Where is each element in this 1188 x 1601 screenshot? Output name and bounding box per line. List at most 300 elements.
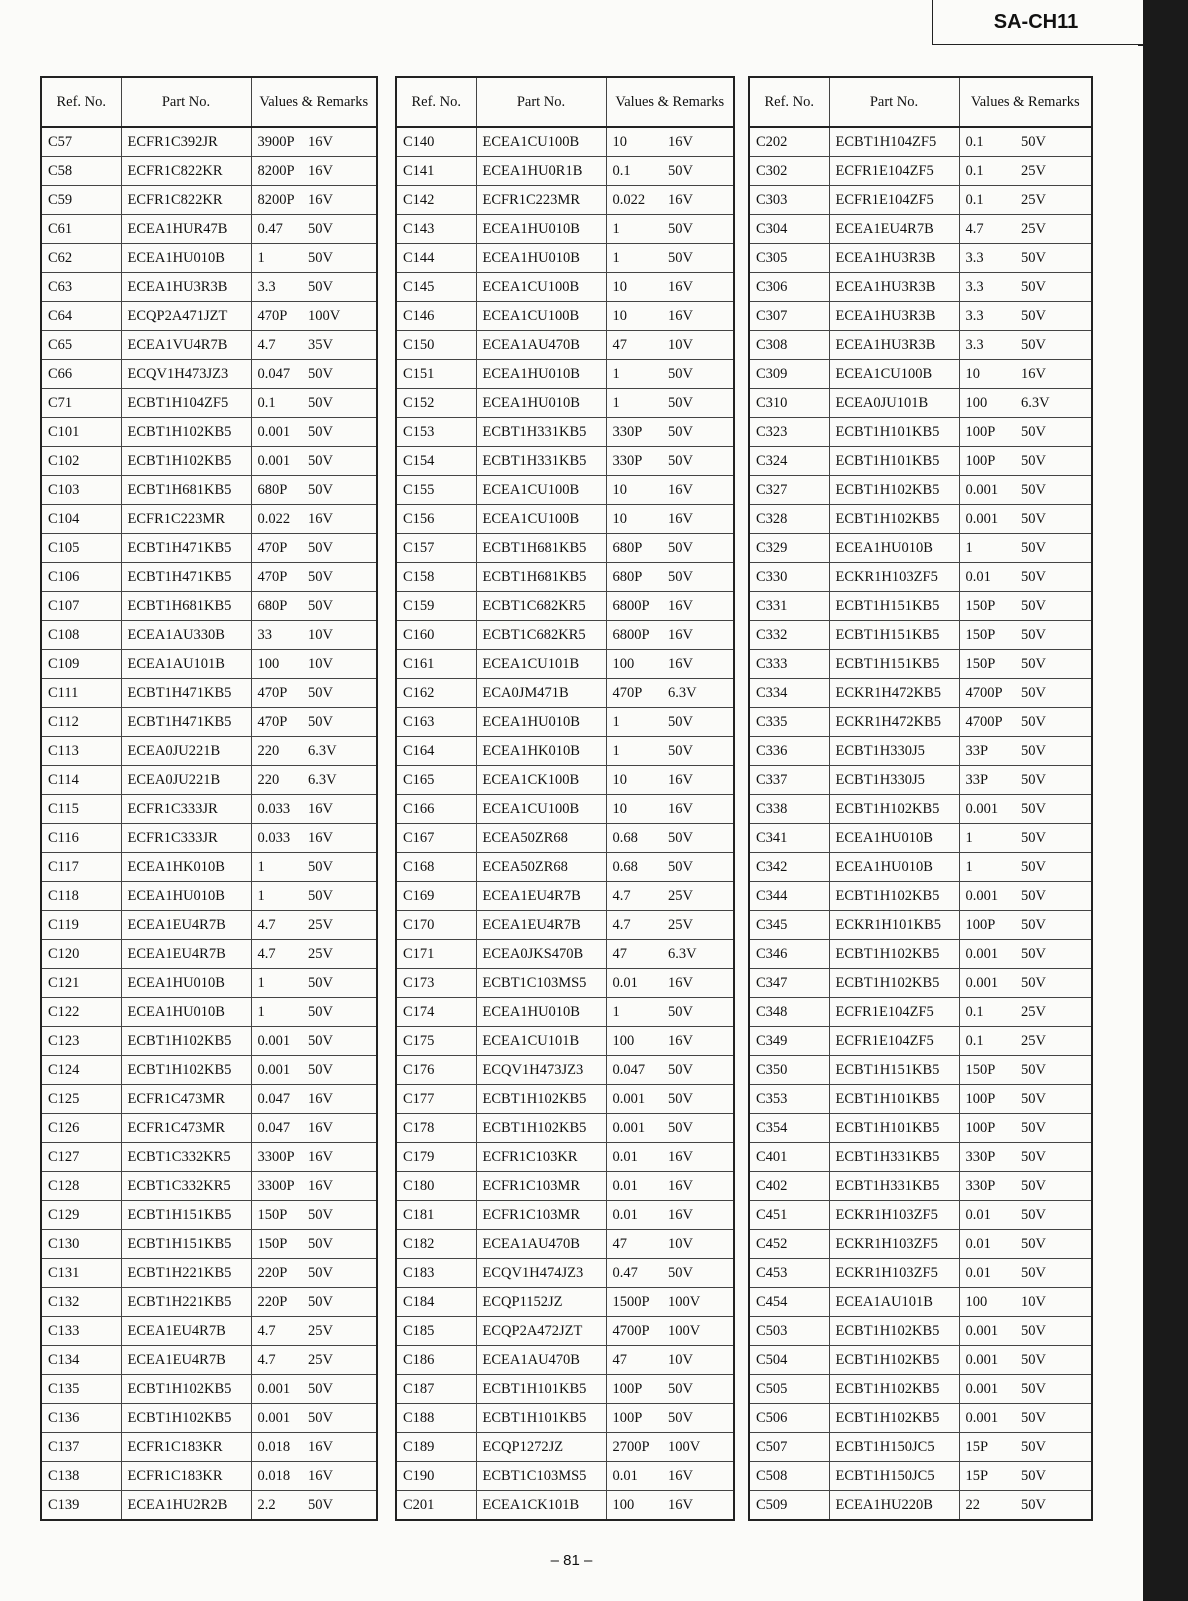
table-row [396,969,734,998]
voltage-cell: 50V [308,447,377,476]
ref-no-cell: C115 [41,795,121,824]
table-row [41,969,377,998]
value-cell: 0.001 [959,476,1021,505]
part-no-cell: ECBT1H330J5 [829,766,959,795]
voltage-cell: 16V [308,1143,377,1172]
ref-no-cell: C104 [41,505,121,534]
part-no-cell: ECFR1C223MR [121,505,251,534]
part-no-cell: ECFR1C223MR [476,186,606,215]
table-row [396,911,734,940]
voltage-cell: 50V [1021,1201,1092,1230]
table-row [396,215,734,244]
part-no-cell: ECEA1HU3R3B [121,273,251,302]
table-row [396,1114,734,1143]
value-cell: 0.001 [959,1317,1021,1346]
part-no-cell: ECQP1152JZ [476,1288,606,1317]
voltage-cell: 50V [308,215,377,244]
value-cell: 0.01 [959,563,1021,592]
voltage-cell: 10V [1021,1288,1092,1317]
part-no-cell: ECEA1HK010B [121,853,251,882]
table-row [749,824,1092,853]
value-cell: 6800P [606,592,668,621]
voltage-cell: 50V [668,737,734,766]
part-no-cell: ECBT1H681KB5 [476,534,606,563]
part-no-cell: ECBT1H102KB5 [476,1114,606,1143]
parts-table-1 [40,76,378,1521]
value-cell: 680P [251,592,308,621]
model-label: SA-CH11 [932,0,1139,45]
ref-no-cell: C338 [749,795,829,824]
ref-no-cell: C151 [396,360,476,389]
ref-no-cell: C161 [396,650,476,679]
voltage-cell: 50V [1021,592,1092,621]
ref-no-cell: C130 [41,1230,121,1259]
values-remarks-header: Values & Remarks [606,77,734,127]
voltage-cell: 50V [1021,882,1092,911]
part-no-cell: ECEA1HU010B [476,389,606,418]
voltage-cell: 50V [1021,853,1092,882]
ref-no-cell: C150 [396,331,476,360]
voltage-cell: 16V [308,186,377,215]
table-row [396,157,734,186]
value-cell: 100P [606,1375,668,1404]
voltage-cell: 50V [668,389,734,418]
part-no-cell: ECBT1H151KB5 [829,1056,959,1085]
value-cell: 47 [606,1346,668,1375]
value-cell: 8200P [251,157,308,186]
value-cell: 0.001 [959,969,1021,998]
value-cell: 100 [606,1491,668,1521]
voltage-cell: 50V [1021,1230,1092,1259]
table-row [396,795,734,824]
voltage-cell: 50V [1021,1433,1092,1462]
value-cell: 0.1 [959,127,1021,157]
table-row [41,1404,377,1433]
voltage-cell: 16V [668,1172,734,1201]
ref-no-cell: C353 [749,1085,829,1114]
part-no-cell: ECBT1H150JC5 [829,1433,959,1462]
table-row [41,505,377,534]
part-no-cell: ECEA1AU470B [476,331,606,360]
value-cell: 4.7 [606,882,668,911]
table-row [396,389,734,418]
part-no-cell: ECEA1VU4R7B [121,331,251,360]
table-row [41,592,377,621]
ref-no-cell: C113 [41,737,121,766]
part-no-cell: ECBT1H331KB5 [476,418,606,447]
part-no-cell: ECEA1HU220B [829,1491,959,1521]
ref-no-cell: C131 [41,1259,121,1288]
voltage-cell: 16V [668,1462,734,1491]
part-no-cell: ECBT1H151KB5 [829,650,959,679]
voltage-cell: 50V [668,215,734,244]
table-row [396,824,734,853]
table-row [41,563,377,592]
ref-no-cell: C144 [396,244,476,273]
part-no-cell: ECEA1EU4R7B [121,940,251,969]
part-no-cell: ECEA1HK010B [476,737,606,766]
ref-no-cell: C166 [396,795,476,824]
ref-no-cell: C164 [396,737,476,766]
part-no-header: Part No. [829,77,959,127]
table-row [749,969,1092,998]
ref-no-cell: C123 [41,1027,121,1056]
value-cell: 2.2 [251,1491,308,1521]
ref-no-cell: C454 [749,1288,829,1317]
table-row [41,650,377,679]
part-no-cell: ECEA1EU4R7B [121,911,251,940]
part-no-cell: ECEA1HU010B [121,998,251,1027]
part-no-cell: ECEA1HU010B [121,244,251,273]
ref-no-cell: C328 [749,505,829,534]
voltage-cell: 25V [1021,998,1092,1027]
table-row [749,447,1092,476]
voltage-cell: 50V [1021,650,1092,679]
value-cell: 100P [959,1085,1021,1114]
table-row [41,157,377,186]
part-no-header: Part No. [121,77,251,127]
voltage-cell: 16V [308,795,377,824]
voltage-cell: 16V [668,186,734,215]
ref-no-cell: C126 [41,1114,121,1143]
ref-no-cell: C117 [41,853,121,882]
voltage-cell: 50V [668,1259,734,1288]
voltage-cell: 50V [308,476,377,505]
ref-no-cell: C308 [749,331,829,360]
value-cell: 0.033 [251,824,308,853]
ref-no-cell: C134 [41,1346,121,1375]
voltage-cell: 35V [308,331,377,360]
value-cell: 10 [606,302,668,331]
values-remarks-header: Values & Remarks [959,77,1092,127]
value-cell: 47 [606,940,668,969]
table-row [41,882,377,911]
table-row [749,853,1092,882]
table-row [396,1259,734,1288]
table-row [396,1201,734,1230]
value-cell: 4700P [959,708,1021,737]
value-cell: 470P [251,534,308,563]
table-row [396,186,734,215]
ref-no-cell: C118 [41,882,121,911]
value-cell: 0.01 [606,1172,668,1201]
table-row [749,795,1092,824]
table-row [749,1085,1092,1114]
ref-no-cell: C504 [749,1346,829,1375]
ref-no-cell: C153 [396,418,476,447]
table-row [41,679,377,708]
ref-no-cell: C336 [749,737,829,766]
part-no-header: Part No. [476,77,606,127]
voltage-cell: 50V [308,592,377,621]
part-no-cell: ECFR1E104ZF5 [829,1027,959,1056]
voltage-cell: 50V [668,418,734,447]
ref-no-cell: C452 [749,1230,829,1259]
table-row [396,273,734,302]
voltage-cell: 16V [668,476,734,505]
ref-no-header: Ref. No. [749,77,829,127]
voltage-cell: 50V [1021,331,1092,360]
voltage-cell: 10V [308,621,377,650]
table-row [396,1317,734,1346]
voltage-cell: 50V [1021,505,1092,534]
table-row [41,389,377,418]
value-cell: 3.3 [959,273,1021,302]
ref-no-cell: C129 [41,1201,121,1230]
voltage-cell: 50V [668,360,734,389]
value-cell: 4.7 [251,940,308,969]
value-cell: 150P [251,1201,308,1230]
part-no-cell: ECBT1H471KB5 [121,563,251,592]
voltage-cell: 50V [308,1491,377,1521]
value-cell: 1500P [606,1288,668,1317]
value-cell: 0.1 [959,186,1021,215]
ref-no-cell: C183 [396,1259,476,1288]
table-row [41,1317,377,1346]
value-cell: 10 [959,360,1021,389]
table-row [749,911,1092,940]
voltage-cell: 50V [1021,127,1092,157]
value-cell: 0.01 [959,1230,1021,1259]
table-row [41,708,377,737]
table-row [396,592,734,621]
table-row [41,1462,377,1491]
page-number: – 81 – [550,1552,593,1569]
voltage-cell: 6.3V [1021,389,1092,418]
part-no-cell: ECEA1HU010B [121,969,251,998]
part-no-cell: ECBT1H101KB5 [829,447,959,476]
table-row [41,1346,377,1375]
voltage-cell: 16V [668,505,734,534]
value-cell: 0.001 [959,505,1021,534]
voltage-cell: 50V [1021,708,1092,737]
ref-no-cell: C305 [749,244,829,273]
value-cell: 330P [959,1172,1021,1201]
ref-no-cell: C174 [396,998,476,1027]
table-row [41,1230,377,1259]
ref-no-cell: C323 [749,418,829,447]
value-cell: 0.022 [251,505,308,534]
ref-no-cell: C348 [749,998,829,1027]
voltage-cell: 50V [668,1114,734,1143]
ref-no-cell: C136 [41,1404,121,1433]
ref-no-cell: C185 [396,1317,476,1346]
table-row [41,853,377,882]
voltage-cell: 50V [1021,244,1092,273]
value-cell: 1 [251,998,308,1027]
part-no-cell: ECFR1C103MR [476,1172,606,1201]
table-row [749,1143,1092,1172]
table-row [749,505,1092,534]
part-no-cell: ECQP2A471JZT [121,302,251,331]
value-cell: 100P [606,1404,668,1433]
value-cell: 680P [606,534,668,563]
ref-no-cell: C334 [749,679,829,708]
part-no-cell: ECBT1H101KB5 [476,1404,606,1433]
voltage-cell: 25V [1021,186,1092,215]
ref-no-cell: C176 [396,1056,476,1085]
value-cell: 3300P [251,1143,308,1172]
part-no-cell: ECEA0JU101B [829,389,959,418]
table-row [41,737,377,766]
part-no-cell: ECKR1H103ZF5 [829,1230,959,1259]
part-no-cell: ECEA1CU100B [476,505,606,534]
table-row [41,1056,377,1085]
table-row [41,476,377,505]
part-no-cell: ECFR1C822KR [121,186,251,215]
part-no-cell: ECBT1H102KB5 [476,1085,606,1114]
part-no-cell: ECFR1C183KR [121,1433,251,1462]
part-no-cell: ECEA1HU010B [829,824,959,853]
voltage-cell: 16V [668,592,734,621]
ref-no-cell: C114 [41,766,121,795]
table-row [749,1027,1092,1056]
voltage-cell: 50V [1021,273,1092,302]
table-row [41,911,377,940]
voltage-cell: 16V [308,505,377,534]
value-cell: 0.047 [606,1056,668,1085]
voltage-cell: 50V [668,824,734,853]
value-cell: 0.01 [606,1201,668,1230]
part-no-cell: ECEA1CU100B [476,476,606,505]
table-row [396,447,734,476]
value-cell: 10 [606,795,668,824]
ref-no-cell: C168 [396,853,476,882]
table-row [749,127,1092,157]
table-row [749,186,1092,215]
ref-no-cell: C122 [41,998,121,1027]
table-row [41,1027,377,1056]
ref-no-cell: C503 [749,1317,829,1346]
part-no-cell: ECEA1EU4R7B [121,1346,251,1375]
voltage-cell: 6.3V [668,940,734,969]
voltage-cell: 16V [668,302,734,331]
ref-no-cell: C138 [41,1462,121,1491]
table-row [749,1288,1092,1317]
ref-no-cell: C175 [396,1027,476,1056]
table-row [396,650,734,679]
table-row [41,621,377,650]
value-cell: 0.001 [251,447,308,476]
value-cell: 0.047 [251,1114,308,1143]
voltage-cell: 16V [668,1201,734,1230]
voltage-cell: 16V [308,1172,377,1201]
table-row [396,1346,734,1375]
voltage-cell: 25V [308,1317,377,1346]
voltage-cell: 50V [1021,795,1092,824]
part-no-cell: ECBT1H330J5 [829,737,959,766]
table-row [396,1433,734,1462]
table-row [41,795,377,824]
table-row [749,940,1092,969]
ref-no-cell: C201 [396,1491,476,1521]
voltage-cell: 6.3V [308,766,377,795]
table-row [396,1172,734,1201]
value-cell: 150P [251,1230,308,1259]
ref-no-cell: C509 [749,1491,829,1521]
part-no-cell: ECBT1H102KB5 [829,940,959,969]
part-no-cell: ECBT1C682KR5 [476,621,606,650]
ref-no-header: Ref. No. [41,77,121,127]
value-cell: 0.018 [251,1433,308,1462]
value-cell: 47 [606,331,668,360]
value-cell: 0.022 [606,186,668,215]
table-row [749,882,1092,911]
part-no-cell: ECBT1C332KR5 [121,1172,251,1201]
value-cell: 0.01 [606,969,668,998]
ref-no-cell: C65 [41,331,121,360]
value-cell: 1 [251,853,308,882]
table-row [396,331,734,360]
value-cell: 0.1 [959,1027,1021,1056]
ref-no-cell: C128 [41,1172,121,1201]
voltage-cell: 16V [668,127,734,157]
table-row [41,418,377,447]
voltage-cell: 100V [668,1433,734,1462]
voltage-cell: 10V [668,1346,734,1375]
part-no-cell: ECBT1H331KB5 [476,447,606,476]
ref-no-cell: C506 [749,1404,829,1433]
value-cell: 15P [959,1433,1021,1462]
table-row [749,1172,1092,1201]
part-no-cell: ECBT1H471KB5 [121,679,251,708]
part-no-cell: ECEA1HU010B [476,360,606,389]
ref-no-cell: C190 [396,1462,476,1491]
value-cell: 0.018 [251,1462,308,1491]
part-no-cell: ECEA1CU100B [829,360,959,389]
part-no-cell: ECEA1HU3R3B [829,244,959,273]
table-row [396,882,734,911]
part-no-cell: ECFR1E104ZF5 [829,998,959,1027]
value-cell: 1 [251,969,308,998]
value-cell: 0.001 [251,1375,308,1404]
part-no-cell: ECBT1H102KB5 [121,1056,251,1085]
parts-table-2 [395,76,735,1521]
value-cell: 0.01 [606,1143,668,1172]
table-row [41,1259,377,1288]
value-cell: 1 [606,998,668,1027]
part-no-cell: ECEA0JU221B [121,766,251,795]
value-cell: 4.7 [959,215,1021,244]
part-no-cell: ECEA1CU100B [476,795,606,824]
voltage-cell: 50V [668,1056,734,1085]
part-no-cell: ECEA1HU2R2B [121,1491,251,1521]
voltage-cell: 16V [668,650,734,679]
value-cell: 33P [959,737,1021,766]
voltage-cell: 50V [668,563,734,592]
table-row [396,940,734,969]
part-no-cell: ECBT1H471KB5 [121,534,251,563]
table-row [749,1404,1092,1433]
part-no-cell: ECKR1H472KB5 [829,708,959,737]
value-cell: 330P [606,418,668,447]
voltage-cell: 100V [308,302,377,331]
part-no-cell: ECBT1H102KB5 [121,418,251,447]
table-row [396,534,734,563]
part-no-cell: ECBT1H221KB5 [121,1288,251,1317]
voltage-cell: 50V [308,998,377,1027]
table-row [749,1462,1092,1491]
part-no-cell: ECEA1CU100B [476,273,606,302]
value-cell: 10 [606,476,668,505]
ref-no-cell: C120 [41,940,121,969]
ref-no-cell: C106 [41,563,121,592]
value-cell: 150P [959,650,1021,679]
value-cell: 4700P [959,679,1021,708]
ref-no-cell: C187 [396,1375,476,1404]
table-row [396,1085,734,1114]
ref-no-cell: C347 [749,969,829,998]
